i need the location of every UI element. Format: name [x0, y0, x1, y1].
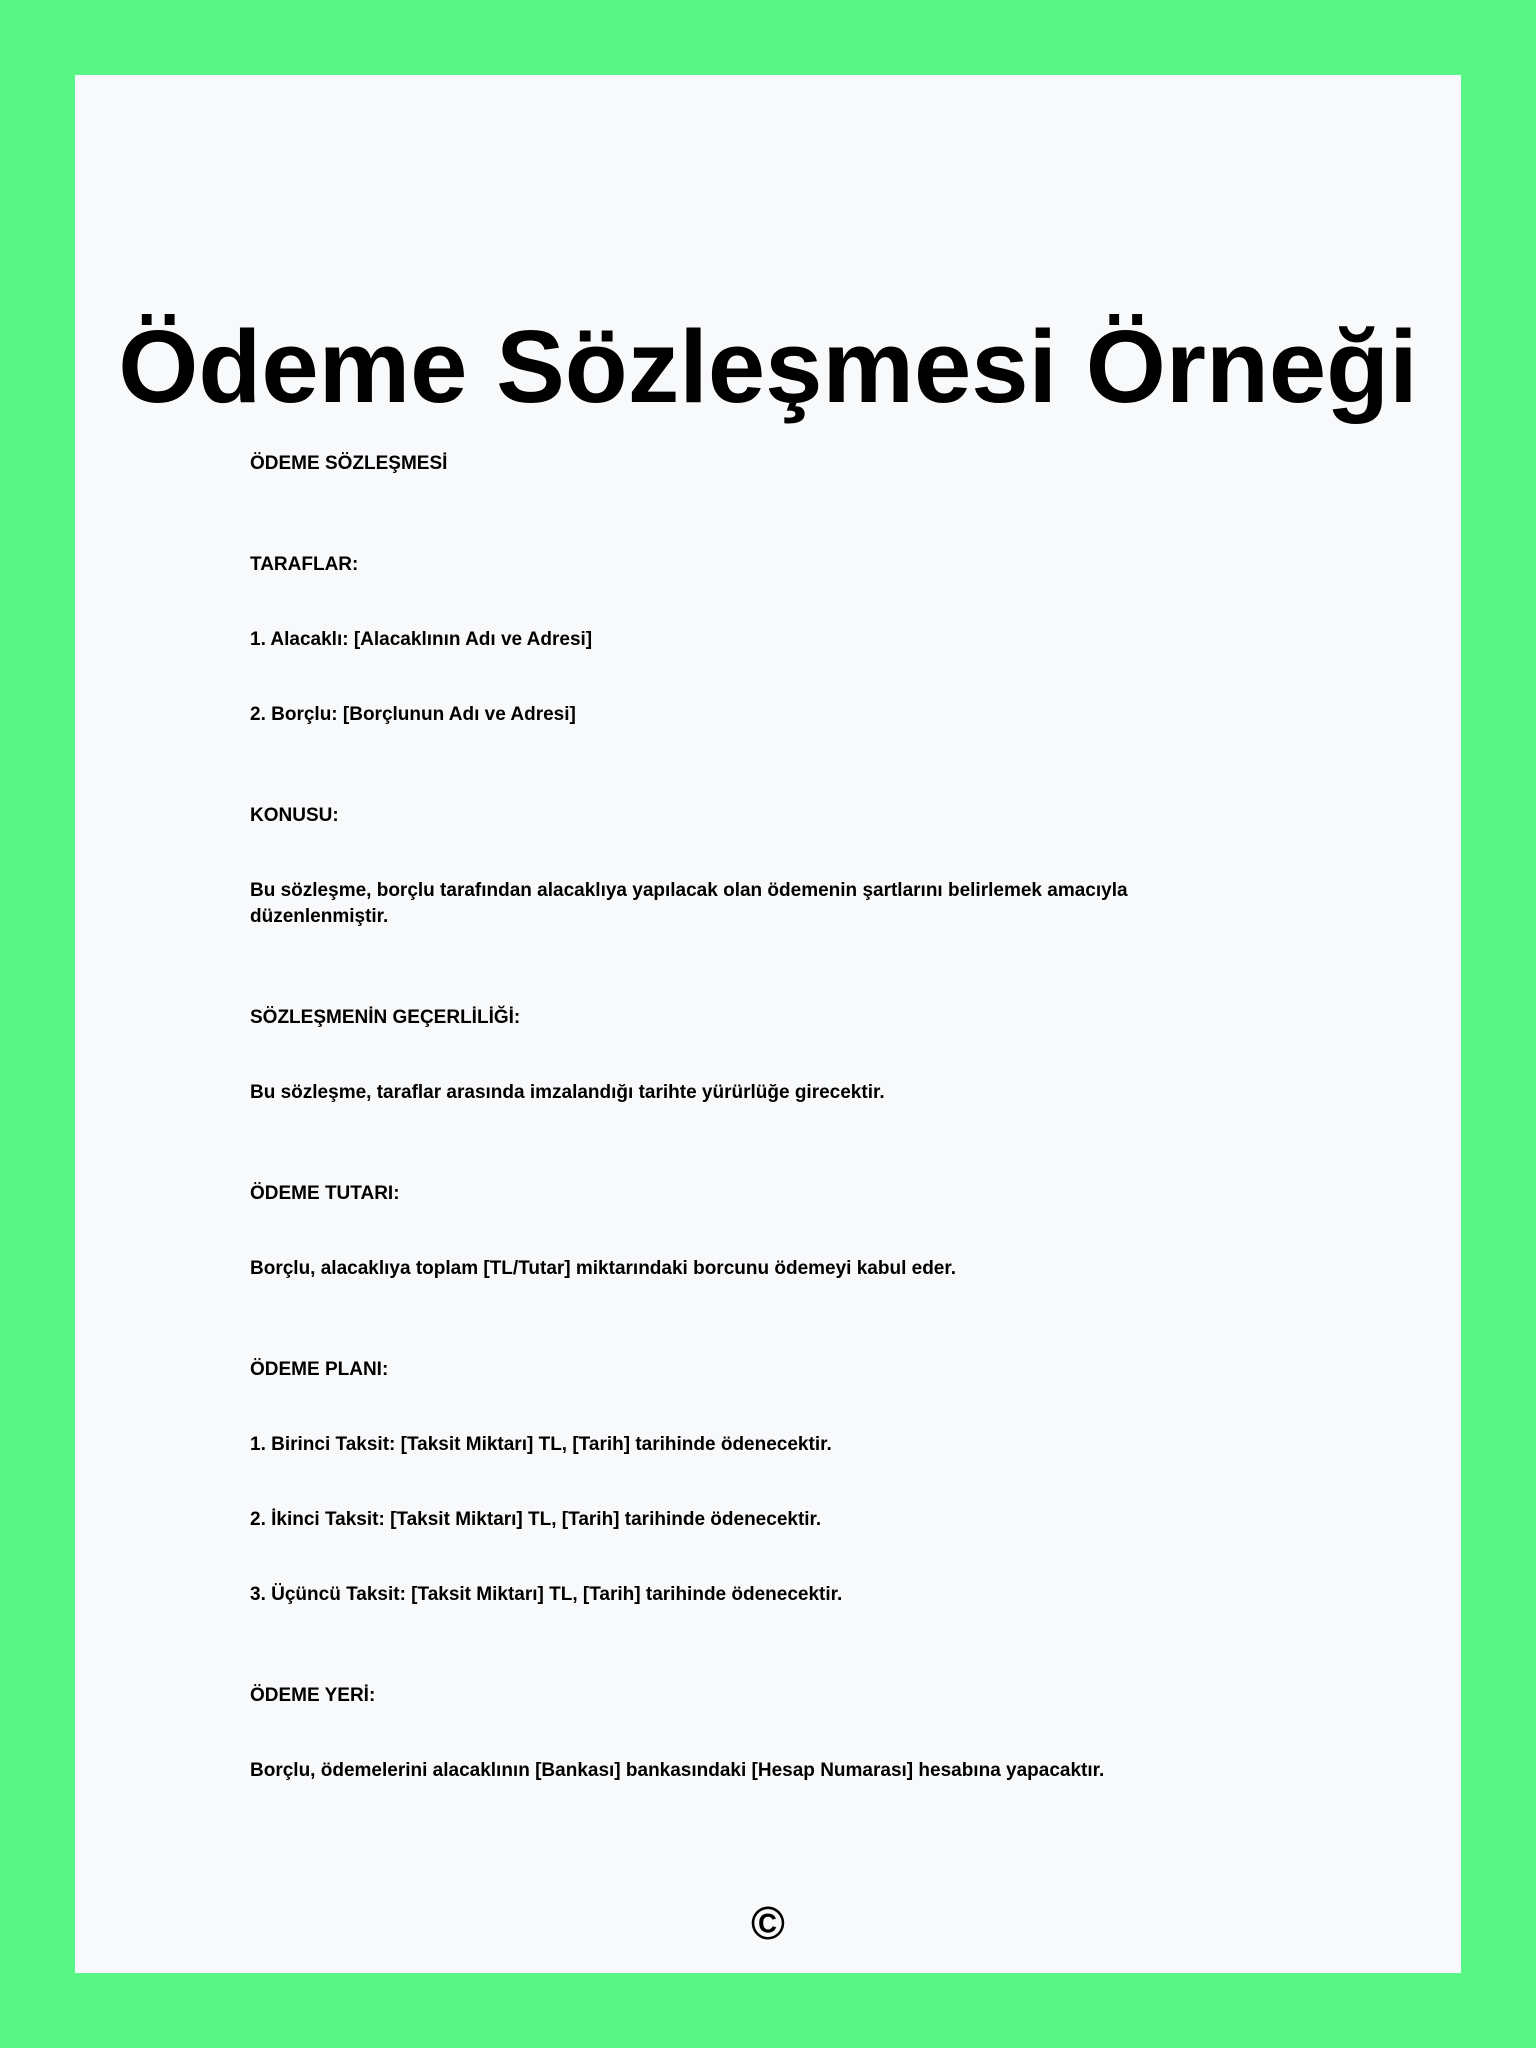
contract-heading: ÖDEME SÖZLEŞMESİ [250, 453, 448, 474]
document-page [75, 75, 1461, 1973]
installment-first: 1. Birinci Taksit: [Taksit Miktarı] TL, [Tarih] tarihinde ödenecektir. [250, 1434, 832, 1455]
copyright-icon: © [751, 1897, 785, 1949]
party-creditor: 1. Alacaklı: [Alacaklının Adı ve Adresi] [250, 629, 593, 650]
place-text: Borçlu, ödemelerini alacaklının [Bankası] bankasındaki [Hesap Numarası] hesabına yapacaktır. [250, 1760, 1105, 1781]
place-heading: ÖDEME YERİ: [250, 1685, 376, 1706]
contract-body [250, 451, 1270, 1784]
party-debtor: 2. Borçlu: [Borçlunun Adı ve Adresi] [250, 704, 576, 725]
validity-text: Bu sözleşme, taraflar arasında imzalandığı tarihte yürürlüğe girecektir. [250, 1082, 885, 1103]
validity-heading: SÖZLEŞMENİN GEÇERLİLİĞİ: [250, 1007, 521, 1028]
plan-heading: ÖDEME PLANI: [250, 1359, 389, 1380]
parties-heading: TARAFLAR: [250, 554, 359, 575]
subject-heading: KONUSU: [250, 805, 339, 826]
page-title: Ödeme Sözleşmesi Örneği [118, 309, 1418, 424]
subject-text: Bu sözleşme, borçlu tarafından alacaklıya yapılacak olan ödemenin şartlarını belirlemek amacıyla düzenlenmiştir. [250, 880, 1128, 927]
installment-third: 3. Üçüncü Taksit: [Taksit Miktarı] TL, [Tarih] tarihinde ödenecektir. [250, 1584, 843, 1605]
amount-text: Borçlu, alacaklıya toplam [TL/Tutar] miktarındaki borcunu ödemeyi kabul eder. [250, 1258, 956, 1279]
installment-second: 2. İkinci Taksit: [Taksit Miktarı] TL, [Tarih] tarihinde ödenecektir. [250, 1509, 822, 1530]
amount-heading: ÖDEME TUTARI: [250, 1183, 400, 1204]
